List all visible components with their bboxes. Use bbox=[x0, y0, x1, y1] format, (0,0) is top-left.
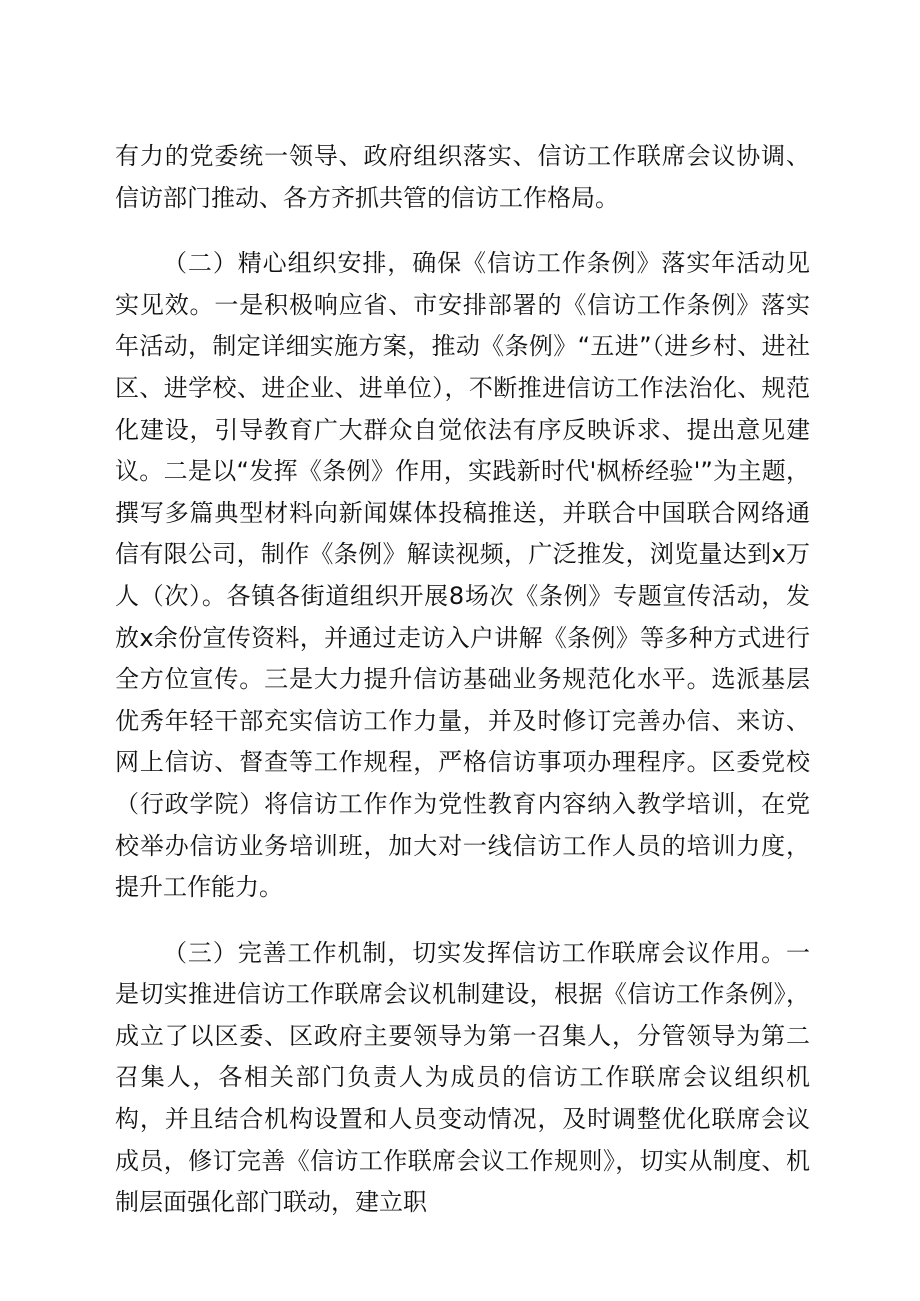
paragraph-continuation: 有力的党委统一领导、政府组织落实、信访工作联席会议协调、信访部门推动、各方齐抓共管的信访工作格局。 bbox=[115, 142, 810, 212]
document-body bbox=[115, 136, 810, 1224]
paragraph-spacer bbox=[115, 909, 810, 933]
paragraph-section-2: （二）精心组织安排，确保《信访工作条例》落实年活动见实见效。一是积极响应省、市安排部署的《信访工作条例》落实年活动，制定详细实施方案，推动《条例》“五进”（进乡村、进社区、进学校、进企业、进单位），不断推进信访工作法治化、规范化建设，引导教育广大群众自觉依法有序反映诉求、提出意见建议。二是以“发挥《条例》作用，实践新时代'枫桥经验'”为主题，撰写多篇典型材料向新闻媒体投稿推送，并联合中国联合网络通信有限公司，制作《条例》解读视频，广泛推发，浏览量达到x万人（次）。各镇各街道组织开展8场次《条例》专题宣传活动，发放x余份宣传资料，并通过走访入户讲解《条例》等多种方式进行全方位宣传。三是大力提升信访基础业务规范化水平。选派基层优秀年轻干部充实信访工作力量，并及时修订完善办信、来访、网上信访、督查等工作规程，严格信访事项办理程序。区委党校（行政学院）将信访工作作为党性教育内容纳入教学培训，在党校举办信访业务培训班，加大对一线信访工作人员的培训力度，提升工作能力。 bbox=[115, 249, 810, 902]
paragraph-section-3: （三）完善工作机制，切实发挥信访工作联席会议作用。一是切实推进信访工作联席会议机制建设，根据《信访工作条例》，成立了以区委、区政府主要领导为第一召集人，分管领导为第二召集人，各相关部门负责人为成员的信访工作联席会议组织机构，并且结合机构设置和人员变动情况，及时调整优化联席会议成员，修订完善《信访工作联席会议工作规则》，切实从制度、机制层面强化部门联动，建立职 bbox=[115, 938, 810, 1217]
paragraph-spacer bbox=[115, 219, 810, 243]
